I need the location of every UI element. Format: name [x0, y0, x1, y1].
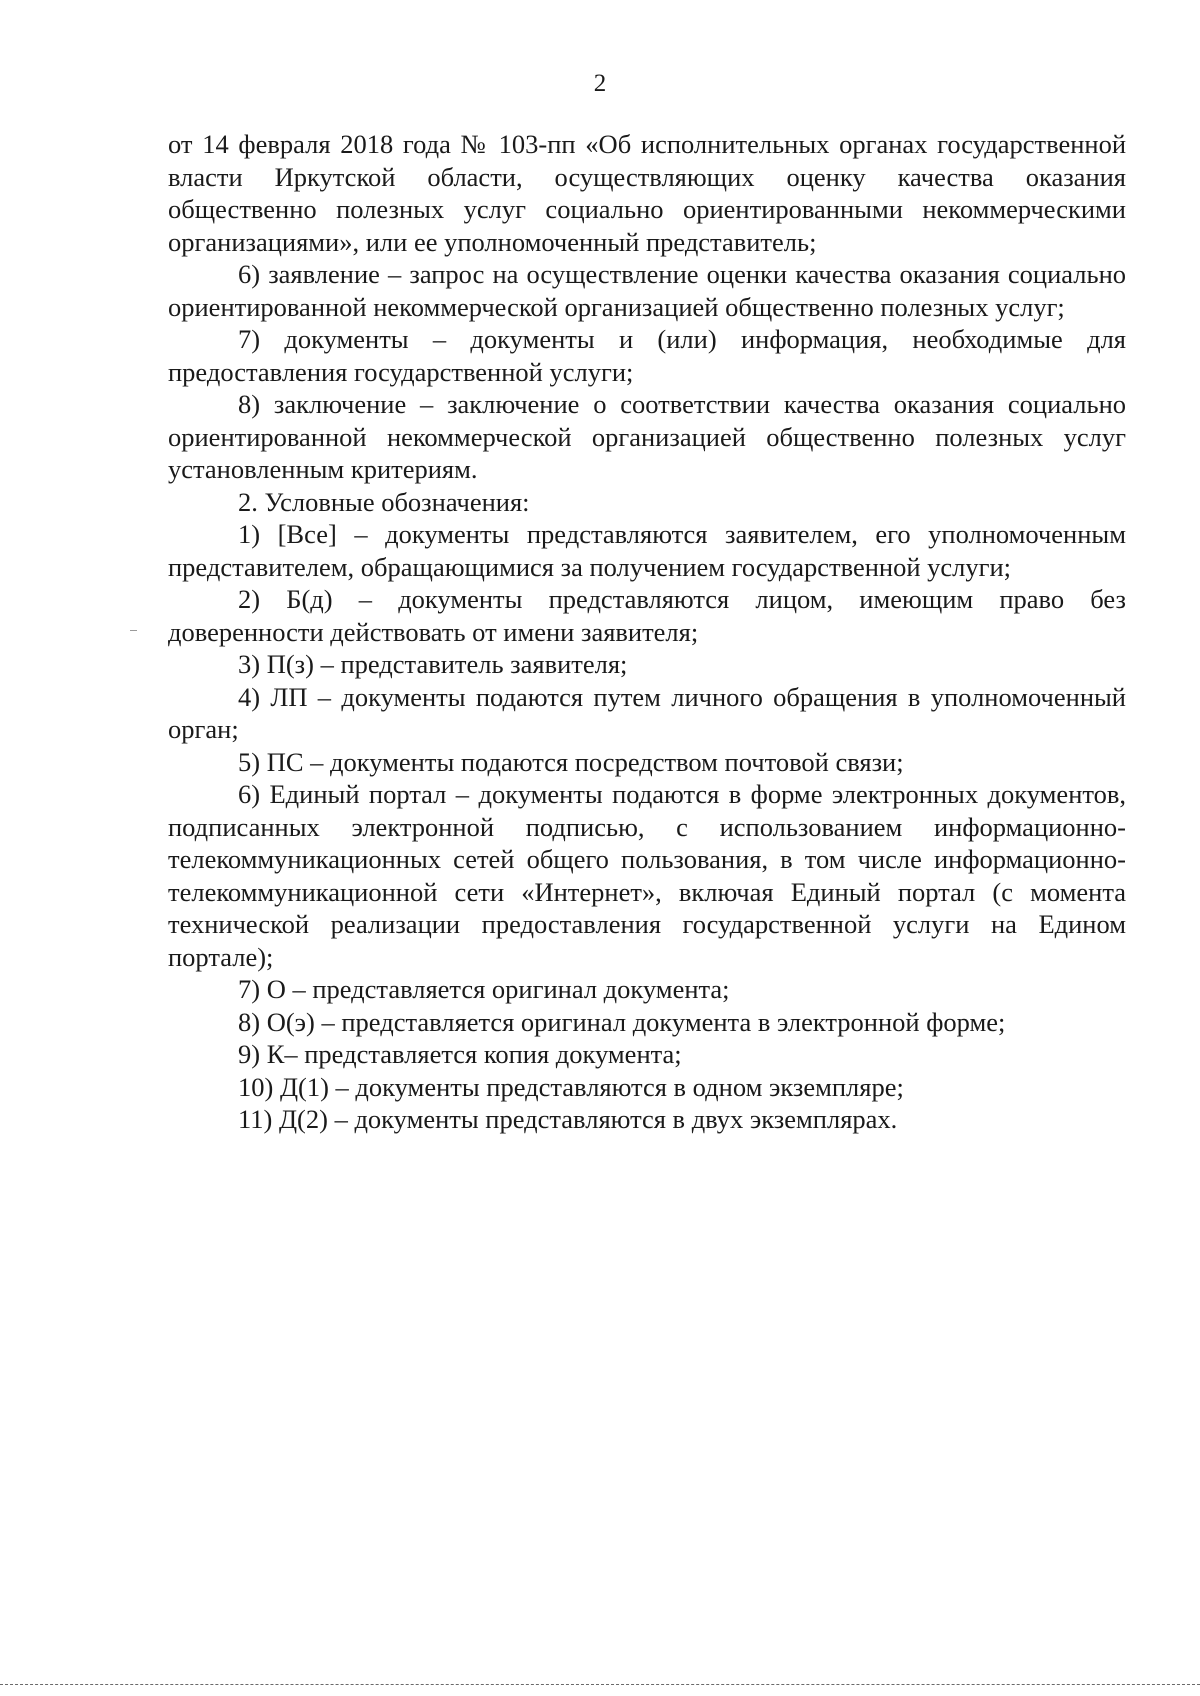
- definition-6-application: 6) заявление – запрос на осуществление оценки качества оказания социально ориентированной некоммерческой организацией общественно полезных услуг;: [168, 259, 1126, 322]
- legend-item-6-portal: 6) Единый портал – документы подаются в форме электронных документов, подписанных электронной подписью, с использованием информационно-телекоммуникационных сетей общего пользования, в том числе информационно-телекоммуникационной сети «Интернет», включая Единый портал (с момента технической реализации предоставления государственной услуги на Едином портале);: [168, 779, 1126, 972]
- paragraph-continuation: от 14 февраля 2018 года № 103-пп «Об исполнительных органах государственной власти Иркутской области, осуществляющих оценку качества оказания общественно полезных услуг социально ориентированными некоммерческими организациями», или ее уполномоченный представитель;: [168, 129, 1126, 257]
- legend-item-8-electronic-original: 8) О(э) – представляется оригинал документа в электронной форме;: [238, 1006, 1006, 1037]
- bottom-dashed-rule: [0, 1684, 1200, 1685]
- legend-item-9-copy: 9) К– представляется копия документа;: [238, 1039, 682, 1069]
- legend-item-2-bd: 2) Б(д) – документы представляются лицом, имеющим право без доверенности действовать от имени заявителя;: [168, 584, 1126, 647]
- page-number: 2: [593, 70, 607, 97]
- definition-7-documents: 7) документы – документы и (или) информация, необходимые для предоставления государственной услуги;: [168, 324, 1126, 387]
- definition-8-conclusion: 8) заключение – заключение о соответствии качества оказания социально ориентированной некоммерческой организацией общественно полезных услуг установленным критериям.: [168, 389, 1126, 484]
- scan-artifact-mark: [130, 630, 137, 631]
- legend-item-11-two-copies: 11) Д(2) – документы представляются в двух экземплярах.: [238, 1104, 898, 1134]
- legend-item-5-ps: 5) ПС – документы подаются посредством почтовой связи;: [238, 746, 904, 777]
- legend-item-7-original: 7) О – представляется оригинал документа;: [238, 974, 730, 1004]
- legend-item-3-pz: 3) П(з) – представитель заявителя;: [238, 649, 628, 679]
- legend-item-1-all: 1) [Все] – документы представляются заявителем, его уполномоченным представителем, обращающимися за получением государственной услуги;: [168, 519, 1126, 582]
- section-heading-legend: 2. Условные обозначения:: [238, 486, 530, 517]
- document-body: [168, 128, 1126, 1136]
- legend-item-4-lp: 4) ЛП – документы подаются путем личного обращения в уполномоченный орган;: [168, 681, 1126, 744]
- legend-item-10-one-copy: 10) Д(1) – документы представляются в одном экземпляре;: [238, 1071, 904, 1102]
